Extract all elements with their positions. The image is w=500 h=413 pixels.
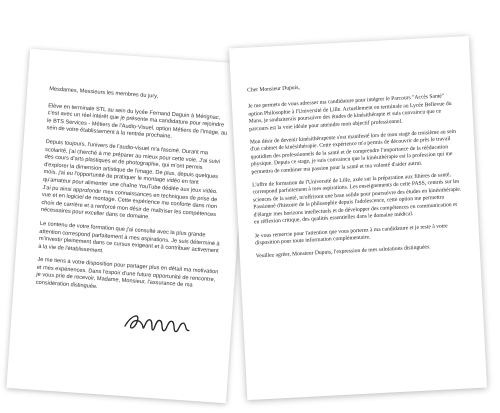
cover-letter-left — [6, 49, 249, 404]
letter-paragraph-experience: Depuis toujours, l'univers de l'audio-visuel m'a fasciné. Durant ma scolarité, j'ai cherché à me préparer au mieux pour cette voie. J'ai suivi des cours d'arts plastiques et de photographie, qui m'ont permis d'explorer la dimension artistique de l'image. De plus, depuis quelques mois, j'ai eu l'opportunité de pratiquer le montage vidéo en tant qu'amateur pour alimenter une chaîne YouTube dédiée aux jeux vidéo. J'ai pu ainsi approfondir mes connaissances en techniques de prise de vue et en logiciel de montage. Cette expérience me conforte dans mon choix de carrière et a renforcé mon désir de maîtriser les compétences nécessaires pour exceller dans ce domaine. — [40, 139, 221, 221]
cover-letter-right — [229, 36, 487, 400]
letter-greeting: Mesdames, Messieurs les membres du jury, — [49, 86, 159, 100]
letter-paragraph-intro: Je me permets de vous adresser ma candidature pour intégrer le Parcours "Accès Santé" option Philosophie à l'Université de Lille. Actuellement en terminale au Lycée Bellevue du Mans, je souhaiterais poursuivre des études de kinésithérapie et suis convaincu que ce parcours est la voie idéale pour atteindre mon objectif professionnel. — [247, 93, 452, 133]
letter-paragraph-closing: Je me tiens à votre disposition pour partager plus en détail ma motivation et mes expériences. Dans l'espoir d'une future opportunité de rencontre, je vous prie de recevoir, Madame, Monsieur, l'assurance de ma considération distinguée. — [35, 257, 219, 291]
letter-paragraph-intro: Elève en terminale STL au sein du lycée Fernand Daguin à Mérignac, c'est avec un réel intérêt que je présente ma candidature pour rejoindre le BTS Services - Métiers de l'Audio-Visuel, option Métiers de l'image, au sein de votre établissement à la rentrée prochaine. — [46, 102, 228, 141]
handwritten-signature — [120, 303, 194, 342]
letter-paragraph-closing: Veuillez agréer, Monsieur Dupuis, l'expression de mes salutations distinguées. — [255, 244, 431, 260]
letter-paragraph-motivation: Le contenu de votre formation que j'ai consulté avec la plus grande attention correspond parfaitement à mes aspirations. Je suis déterminé à m'investir pleinement dans ce cursus exigeant et à contribuer activement à la vie de l'établissement. — [38, 220, 220, 255]
letter-greeting: Cher Monsieur Dupuis, — [247, 84, 300, 94]
letter-paragraph-program: L'offre de formation de l'Université de Lille, axée sur la préparation aux filières de santé, correspond parfaitement à mes aspirations. Les enseignements de cette PASS, centrés sur les sciences de la santé, m'offriront une base solide pour poursuivre des études en kinésithérapie. Passionné d'histoire de la philosophie depuis l'adolescence, cette option me permettra d'élargir mes horizons intellectuels et de développer des compétences en communication et en réflexion critique, des qualités essentielles dans le domaine médical. — [252, 172, 462, 226]
letter-paragraph-thanks: Je vous remercie pour l'attention que vous porterez à ma candidature et je reste à votre disposition pour toute information complémentaire. — [254, 222, 448, 247]
letter-paragraph-experience: Mon désir de devenir kinésithérapeute s'est manifesté lors de mon stage de troisième au sein d'un cabinet de kinésithérapie. Cette expérience m'a permis de découvrir de près le travail quotidien des professionnels de la santé et de comprendre l'importance de la rééducation physique. Depuis ce stage, je suis convaincu que la kinésithérapie est la profession qui me permettra de combiner ma passion pour la santé et ma volonté d'aider autrui. — [249, 128, 457, 176]
